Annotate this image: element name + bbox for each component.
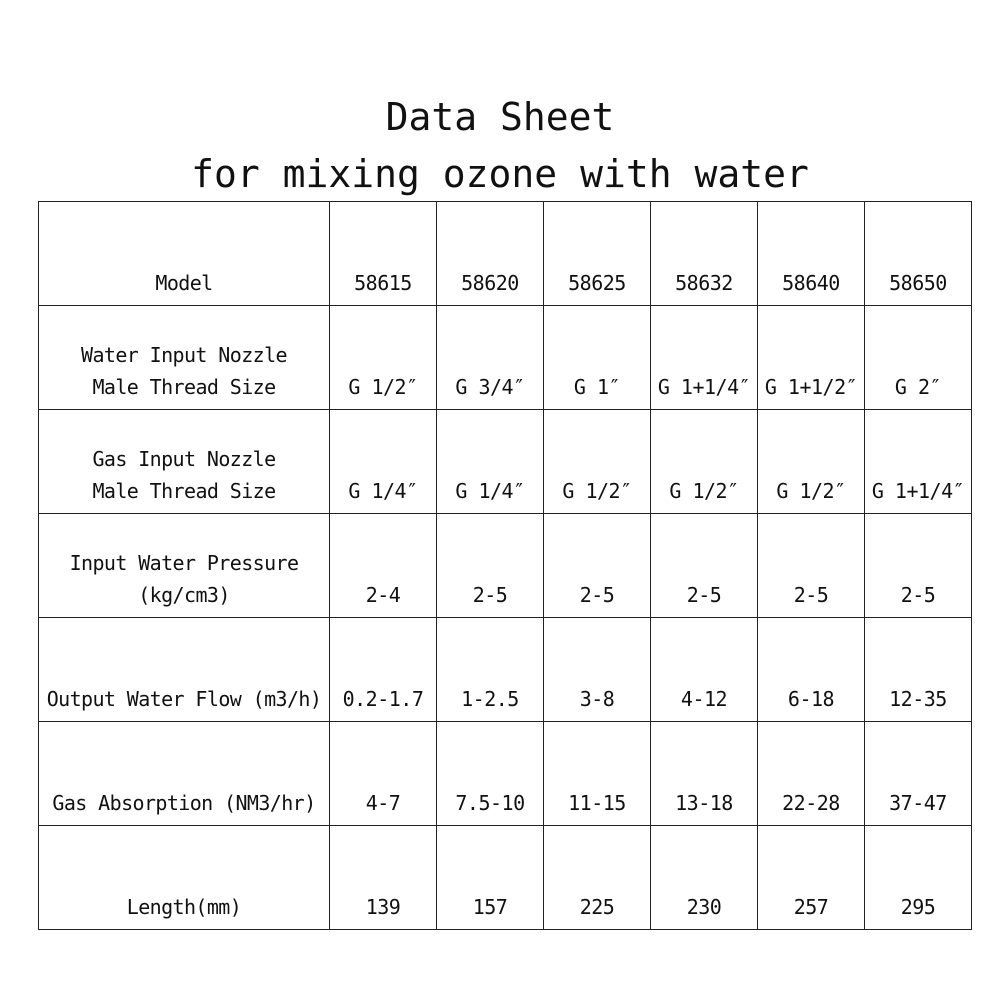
value-cell: G 3/4″ <box>437 306 544 410</box>
value-cell: 4-7 <box>330 722 437 826</box>
value-cell: G 1″ <box>544 306 651 410</box>
value-cell: 4-12 <box>651 618 758 722</box>
value-cell: G 1+1/4″ <box>651 306 758 410</box>
value-cell: 6-18 <box>758 618 865 722</box>
table-row-model <box>39 202 972 306</box>
row-label-input-water-pressure <box>39 514 330 618</box>
value-cell: G 1/2″ <box>651 410 758 514</box>
row-label-line: Male Thread Size <box>92 479 276 503</box>
value-cell: G 1+1/2″ <box>758 306 865 410</box>
row-label-line: (kg/cm3) <box>138 583 230 607</box>
row-label-line: Water Input Nozzle <box>81 343 287 367</box>
table-row-gas-input-nozzle <box>39 410 972 514</box>
value-cell: 2-5 <box>437 514 544 618</box>
value-cell: 2-4 <box>330 514 437 618</box>
value-cell: 157 <box>437 826 544 930</box>
model-cell: 58625 <box>544 202 651 306</box>
row-label-model: Model <box>39 202 330 306</box>
model-cell: 58615 <box>330 202 437 306</box>
data-sheet-table <box>38 201 972 930</box>
value-cell: 2-5 <box>544 514 651 618</box>
row-label-gas-input-nozzle <box>39 410 330 514</box>
value-cell: 1-2.5 <box>437 618 544 722</box>
value-cell: G 1+1/4″ <box>865 410 972 514</box>
value-cell: 295 <box>865 826 972 930</box>
value-cell: G 1/4″ <box>330 410 437 514</box>
table-row-length <box>39 826 972 930</box>
value-cell: 2-5 <box>758 514 865 618</box>
value-cell: 7.5-10 <box>437 722 544 826</box>
table-row-output-water-flow <box>39 618 972 722</box>
row-label-length: Length(mm) <box>39 826 330 930</box>
value-cell: 257 <box>758 826 865 930</box>
row-label-line: Input Water Pressure <box>69 551 299 575</box>
value-cell: G 2″ <box>865 306 972 410</box>
value-cell: G 1/2″ <box>758 410 865 514</box>
row-label-output-water-flow: Output Water Flow (m3/h) <box>39 618 330 722</box>
value-cell: G 1/2″ <box>544 410 651 514</box>
value-cell: 0.2-1.7 <box>330 618 437 722</box>
model-cell: 58640 <box>758 202 865 306</box>
value-cell: 2-5 <box>651 514 758 618</box>
value-cell: 225 <box>544 826 651 930</box>
value-cell: 12-35 <box>865 618 972 722</box>
table-row-water-input-nozzle <box>39 306 972 410</box>
page-subtitle: for mixing ozone with water <box>191 152 809 196</box>
value-cell: 11-15 <box>544 722 651 826</box>
table-row-gas-absorption <box>39 722 972 826</box>
model-cell: 58650 <box>865 202 972 306</box>
value-cell: 13-18 <box>651 722 758 826</box>
row-label-line: Male Thread Size <box>92 375 276 399</box>
value-cell: 230 <box>651 826 758 930</box>
row-label-gas-absorption: Gas Absorption (NM3/hr) <box>39 722 330 826</box>
page-title: Data Sheet <box>385 95 615 139</box>
table-row-input-water-pressure <box>39 514 972 618</box>
value-cell: 139 <box>330 826 437 930</box>
model-cell: 58632 <box>651 202 758 306</box>
row-label-line: Gas Input Nozzle <box>92 447 276 471</box>
value-cell: 22-28 <box>758 722 865 826</box>
row-label-water-input-nozzle <box>39 306 330 410</box>
model-cell: 58620 <box>437 202 544 306</box>
value-cell: 2-5 <box>865 514 972 618</box>
value-cell: 3-8 <box>544 618 651 722</box>
value-cell: G 1/2″ <box>330 306 437 410</box>
value-cell: G 1/4″ <box>437 410 544 514</box>
value-cell: 37-47 <box>865 722 972 826</box>
